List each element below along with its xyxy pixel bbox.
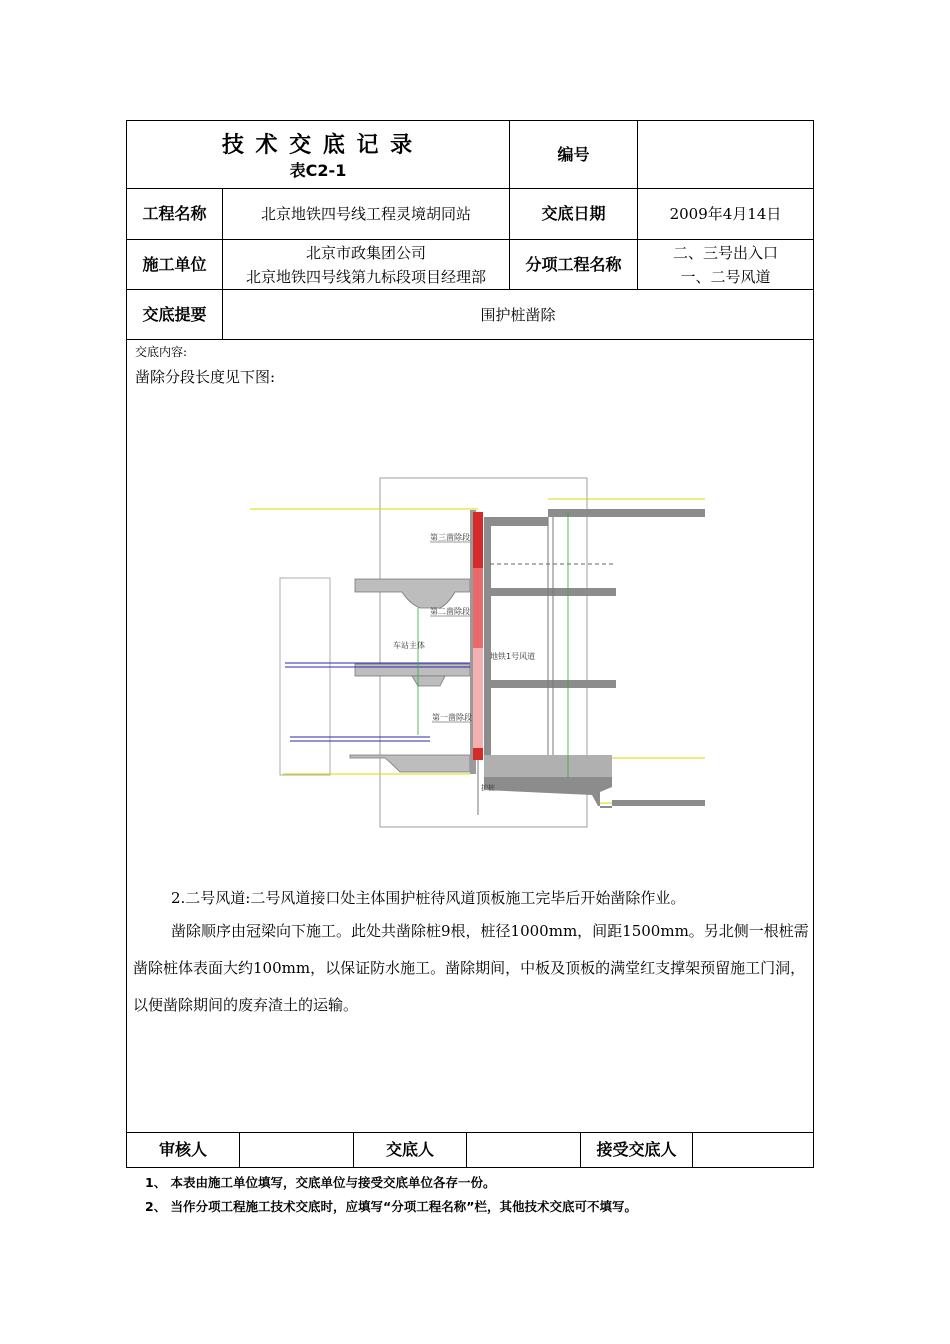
reviewer-field[interactable] <box>240 1133 353 1167</box>
table-border-bottom <box>126 1167 814 1168</box>
unit-value[interactable] <box>223 240 509 289</box>
date-value[interactable]: 2009年4月14日 <box>669 205 782 223</box>
station-slab-bottom <box>350 755 470 772</box>
label-pile: 护桩 <box>481 784 495 792</box>
subproject-line-1: 二、三号出入口 <box>672 243 778 262</box>
label-air-duct: 地铁1号风道 <box>490 652 536 661</box>
reviewer-label: 审核人 <box>158 1140 207 1159</box>
section-drawing <box>240 470 720 830</box>
form-code: 表C2-1 <box>289 161 347 180</box>
unit-label: 施工单位 <box>142 254 207 274</box>
note-2: 2、 当作分项工程施工技术交底时，应填写“分项工程名称”栏，其他技术交底可不填写。 <box>145 1199 637 1214</box>
content-paragraph-2: 凿除顺序由冠梁向下施工。此处共凿除桩9根，桩径1000mm，间距1500mm。另北侧一根桩需凿除桩体表面大约100mm，以保证防水施工。凿除期间，中板及顶板的满堂红支撑架预留施工门洞，以便凿除期间的废弃渣土的运输。 <box>133 922 809 1014</box>
project-name-label: 工程名称 <box>142 204 207 223</box>
date-label: 交底日期 <box>541 204 606 223</box>
row-divider <box>126 339 814 340</box>
note-1: 1、 本表由施工单位填写，交底单位与接受交底单位各存一份。 <box>145 1175 496 1190</box>
duct-base <box>484 777 705 808</box>
label-segment-1: 第一凿除段 <box>432 713 472 722</box>
receiver-label: 接受交底人 <box>596 1140 677 1159</box>
subproject-label: 分项工程名称 <box>525 254 622 274</box>
presenter-label: 交底人 <box>385 1140 434 1159</box>
duct-roof <box>484 517 548 526</box>
label-station-body: 车站主体 <box>393 641 425 650</box>
document-title: 技 术 交 底 记 录 <box>221 133 415 158</box>
duct-bottom-rubble <box>484 755 612 777</box>
subproject-value[interactable] <box>638 240 813 289</box>
content-intro: 凿除分段长度见下图: <box>135 368 276 386</box>
number-field[interactable] <box>638 121 813 188</box>
presenter-field[interactable] <box>467 1133 580 1167</box>
duct-slab-middle <box>484 680 616 688</box>
label-segment-2: 第二凿除段 <box>430 607 470 616</box>
number-label: 编号 <box>557 144 590 164</box>
summary-value[interactable]: 围护桩凿除 <box>480 305 556 324</box>
subproject-line-2: 一、二号风道 <box>680 267 771 286</box>
content-label: 交底内容: <box>135 345 188 359</box>
receiver-field[interactable] <box>693 1133 813 1167</box>
station-slab-middle-haunch <box>412 676 445 686</box>
station-slab-upper <box>355 579 470 608</box>
station-outline <box>280 578 330 775</box>
duct-roof-right <box>548 509 705 517</box>
table-border-right <box>813 120 814 1168</box>
summary-label: 交底提要 <box>142 304 207 324</box>
content-paragraph-1: 2.二号风道:二号风道接口处主体围护桩待风道顶板施工完毕后开始凿除作业。 <box>171 889 686 907</box>
station-slab-middle <box>355 664 470 676</box>
label-segment-3: 第三凿除段 <box>430 533 470 542</box>
unit-line-1: 北京市政集团公司 <box>305 243 426 262</box>
pile-segment-top <box>473 512 483 568</box>
project-name-value[interactable]: 北京地铁四号线工程灵境胡同站 <box>260 205 471 223</box>
pile-segment-base <box>473 748 483 760</box>
pile-segment-mid <box>473 568 483 648</box>
unit-line-2: 北京地铁四号线第九标段项目经理部 <box>245 267 486 286</box>
pile-segment-low <box>473 648 483 748</box>
duct-slab-upper <box>484 588 616 596</box>
